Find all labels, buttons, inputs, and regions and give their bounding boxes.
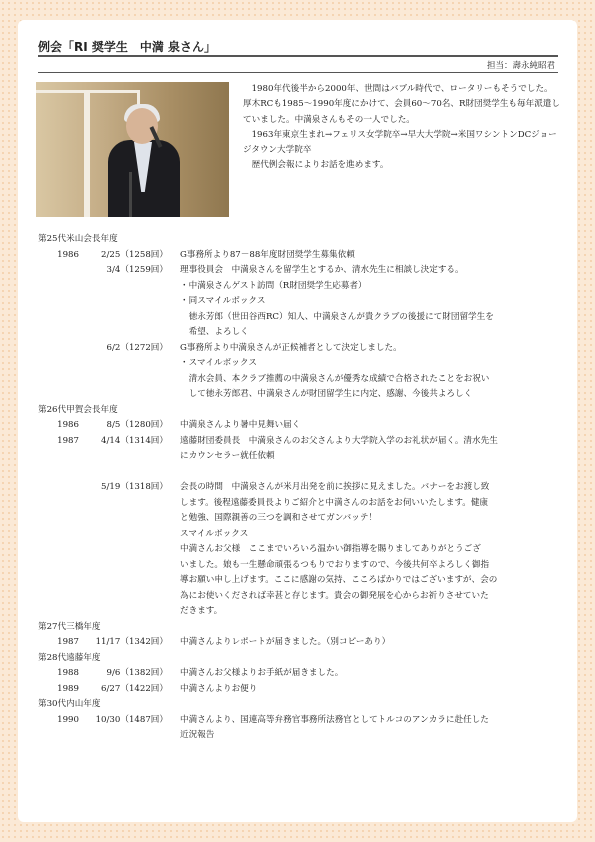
log-entry-row	[38, 372, 563, 388]
entry-text: 中満さんよりお便り	[180, 683, 258, 694]
era-heading: 第30代内山年度	[38, 699, 101, 709]
entry-year	[38, 558, 79, 574]
speaker-photo	[36, 82, 229, 217]
era-heading: 第27代三橋年度	[38, 621, 101, 632]
entry-year	[38, 294, 79, 310]
entry-text: 導お願い申し上げます。ここに感謝の気持、こころばかりではございますが、会の	[180, 575, 498, 585]
entry-date: 6/27（1422回）	[101, 683, 168, 694]
entry-text: G事務所より87－88年度財団奨学生募集依頼	[180, 249, 355, 260]
entry-date	[79, 527, 168, 543]
entry-year	[38, 356, 79, 372]
entry-text: 清水会員、本クラブ推薦の中満泉さんが優秀な成績で合格されたことをお祝い	[180, 373, 490, 384]
entry-year	[38, 310, 79, 326]
log-entry-row	[38, 418, 563, 434]
entry-year	[38, 511, 79, 527]
entry-text: と勉強、国際親善の三つを調和させてガンバッテ！	[180, 513, 378, 523]
entry-text: して徳永芳郎君、中満泉さんが財団留学生に内定、感謝、今後共よろしく	[180, 389, 473, 399]
entry-year	[38, 573, 79, 589]
log-entry-row	[38, 635, 563, 651]
log-entry-row	[38, 310, 563, 326]
title-rule	[38, 55, 558, 57]
log-entry-row	[38, 434, 563, 450]
entry-date	[79, 310, 168, 326]
entry-text: 会長の時間 中満泉さんが米月出発を前に挨拶に見えました。バナーをお渡し致	[180, 482, 490, 492]
entry-text: 中満さんより、国連高等弁務官事務所法務官としてトルコのアンカラに赴任した	[180, 714, 489, 725]
reporter-credit: 担当：壽永純昭君	[486, 61, 555, 71]
log-entry-row	[38, 449, 563, 465]
spacer	[38, 465, 563, 481]
entry-year	[38, 589, 79, 605]
entry-date: 8/5（1280回）	[106, 420, 168, 430]
intro-paragraph: 1980年代後半から2000年、世間はバブル時代で、ロータリーもそうでした。厚木RCも1985～1990年度にかけて、会員60～70名、R財団奨学生も毎年派遣していました。中満泉さんもその一人でした。	[243, 84, 560, 125]
entry-year	[38, 279, 79, 295]
entry-text: 中満泉さんより暑中見舞い届く	[180, 420, 301, 430]
entry-year: 1989	[57, 683, 79, 694]
entry-year	[38, 496, 79, 512]
log-entry-row	[38, 589, 563, 605]
entry-date	[79, 573, 168, 589]
entry-text: 理事役員会 中満泉さんを留学生とするか、清水先生に相談し決定する。	[180, 265, 464, 275]
entry-text: 徳永芳郎（世田谷西RC）知人、中満泉さんが貴クラブの後援にて財団留学生を	[180, 311, 494, 322]
entry-year: 1987	[57, 435, 79, 446]
entry-text: スマイルボックス	[180, 528, 249, 539]
log-entry-row	[38, 682, 563, 698]
entry-year	[38, 325, 79, 341]
log-entry-row	[38, 558, 563, 574]
log-entry-row	[38, 511, 563, 527]
entry-text: 中満さんお父様よりお手紙が届きました。	[180, 668, 344, 678]
entry-date	[79, 279, 168, 295]
history-log	[38, 232, 563, 744]
entry-text: ・スマイルボックス	[180, 358, 257, 368]
entry-date	[79, 604, 168, 620]
intro-text	[243, 82, 560, 174]
entry-year	[38, 372, 79, 388]
entry-year	[38, 480, 79, 496]
entry-text: 遠藤財団委員長 中満泉さんのお父さんより大学院入学のお礼状が届く。清水先生	[180, 435, 498, 446]
entry-date: 9/6（1382回）	[106, 668, 168, 678]
entry-date: 3/4（1259回）	[106, 265, 168, 275]
page-sheet	[18, 20, 577, 822]
entry-date	[79, 294, 168, 310]
log-entry-row	[38, 542, 563, 558]
log-entry-row	[38, 279, 563, 295]
entry-year	[38, 604, 79, 620]
log-entry-row	[38, 387, 563, 403]
entry-date	[79, 387, 168, 403]
entry-text: 希望、よろしく	[180, 327, 249, 337]
entry-text: 中満さんよりレポートが届きました。（別コピーあり）	[180, 637, 391, 647]
era-heading: 第28代遠藤年度	[38, 652, 101, 663]
log-entry-row	[38, 573, 563, 589]
entry-date: 5/19（1318回）	[101, 482, 168, 492]
entry-year	[38, 449, 79, 465]
entry-text: にカウンセラー就任依頼	[180, 451, 275, 461]
log-entry-row	[38, 248, 563, 264]
entry-year	[38, 341, 79, 357]
entry-text: だきます。	[180, 606, 223, 616]
entry-date	[79, 496, 168, 512]
entry-year: 1990	[57, 714, 79, 725]
log-entry-row	[38, 263, 563, 279]
entry-date	[79, 728, 168, 744]
log-entry-row	[38, 294, 563, 310]
log-entry-row	[38, 604, 563, 620]
log-entry-row	[38, 356, 563, 372]
entry-year: 1988	[57, 668, 79, 678]
entry-text: ・中満泉さんゲスト訪問（R財団奨学生応募者）	[180, 280, 367, 291]
log-entry-row	[38, 527, 563, 543]
entry-date: 11/17（1342回）	[95, 637, 168, 647]
page-title: 例会「RI 奨学生 中満 泉さん」	[38, 40, 217, 54]
entry-date	[79, 325, 168, 341]
log-entry-row	[38, 728, 563, 744]
entry-year	[38, 728, 79, 744]
entry-year	[38, 527, 79, 543]
intro-paragraph: 1963年東京生まれ→フェリス女学院卒→早大大学院→米国ワシントンDCジョージタウン大学院卒	[243, 129, 557, 156]
entry-text: 為にお使いくだされば幸甚と存じます。貴会の御発展を心からお祈りさせていた	[180, 590, 489, 601]
entry-date: 6/2（1272回）	[106, 342, 168, 353]
entry-text: します。後程遠藤委員長よりご紹介と中満さんのお話をお伺いいたします。健康	[180, 497, 489, 508]
entry-text: いました。娘も一生懸命頑張るつもりでおりますので、今後共何卒よろしく御指	[180, 559, 490, 570]
entry-year: 1987	[57, 637, 79, 647]
entry-date	[79, 511, 168, 527]
entry-text: G事務所より中満泉さんが正候補者として決定しました。	[180, 342, 402, 353]
entry-date	[79, 372, 168, 388]
entry-date	[79, 356, 168, 372]
entry-year	[38, 387, 79, 403]
entry-date	[79, 449, 168, 465]
log-entry-row	[38, 341, 563, 357]
intro-paragraph: 歴代例会報によりお話を進めます。	[251, 160, 389, 171]
era-heading: 第25代米山会長年度	[38, 234, 118, 244]
era-heading: 第26代甲賀会長年度	[38, 404, 118, 415]
header-rule	[38, 72, 558, 73]
entry-year: 1986	[57, 420, 79, 430]
entry-date	[79, 542, 168, 558]
log-entry-row	[38, 480, 563, 496]
entry-text: 中満さんお父様 ここまでいろいろ温かい御指導を賜りましてありがとうござ	[180, 544, 481, 554]
entry-year: 1986	[57, 249, 79, 260]
entry-date	[79, 558, 168, 574]
log-entry-row	[38, 325, 563, 341]
entry-year	[38, 263, 79, 279]
entry-year	[38, 542, 79, 558]
entry-date: 2/25（1258回）	[101, 249, 168, 260]
log-entry-row	[38, 666, 563, 682]
entry-date: 10/30（1487回）	[95, 714, 168, 725]
log-entry-row	[38, 496, 563, 512]
log-entry-row	[38, 713, 563, 729]
entry-text: 近況報告	[180, 730, 215, 740]
entry-date	[79, 589, 168, 605]
entry-text: ・同スマイルボックス	[180, 296, 266, 306]
entry-date: 4/14（1314回）	[101, 435, 168, 446]
